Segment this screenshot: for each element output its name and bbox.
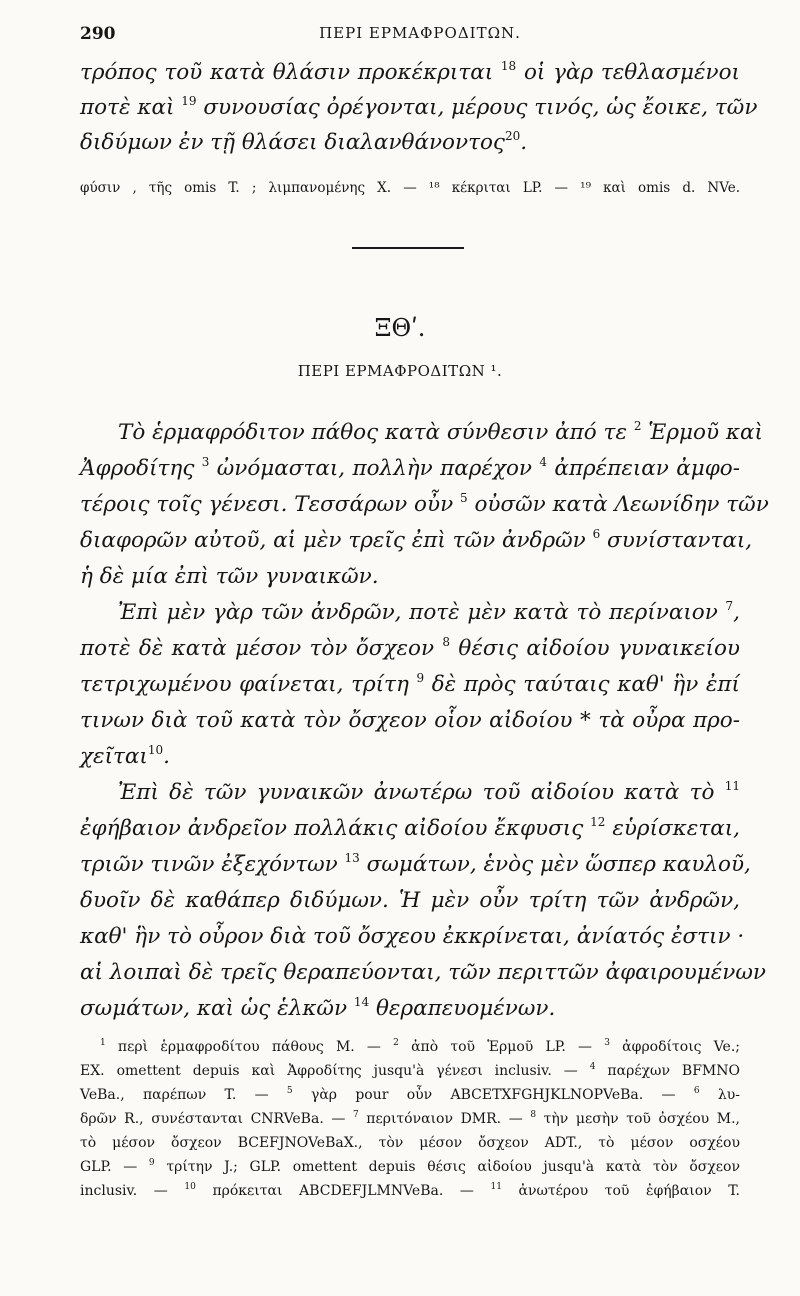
variant-readings: φύσιν , τῆς omis T. ; λιμπανομένης X. — ¹⁸ κέκριται LP. — ¹⁹ καὶ omis d. NVe. bbox=[80, 180, 740, 196]
footnote-line: EX. omettent depuis καὶ Ἀφροδίτης jusqu'à γένεσι inclusiv. — $^4$ παρέχων BFMNO bbox=[80, 1062, 740, 1079]
text-line: διαφορῶν αὐτοῦ, αἱ μὲν τρεῖς ἐπὶ τῶν ἀνδρῶν $^6$ συνίστανται, bbox=[80, 527, 753, 553]
text-line: Τὸ ἑρμαφρόδιτον πάθος κατὰ σύνθεσιν ἀπό τε $^2$ Ἑρμοῦ καὶ bbox=[118, 419, 763, 445]
text-line: ἡ δὲ μία ἐπὶ τῶν γυναικῶν. bbox=[80, 564, 379, 589]
running-title: ΠΕΡΙ ΕΡΜΑΦΡΟΔΙΤΩΝ. bbox=[319, 24, 521, 42]
text-line: τετριχωμένου φαίνεται, τρίτη $^9$ δὲ πρὸς ταύταις καθ' ἣν ἐπί bbox=[80, 671, 740, 697]
footnote-line: δρῶν R., συνέστανται CNRVeBa. — $^7$ περιτόναιον DMR. — $^8$ τὴν μεσὴν τοῦ ὀσχέου M., bbox=[80, 1110, 740, 1127]
text-line: ποτὲ καὶ $^{19}$ συνουσίας ὀρέγονται, μέρους τινός, ὡς ἔοικε, τῶν bbox=[80, 94, 758, 120]
text-line: Ἀφροδίτης $^3$ ὠνόμασται, πολλὴν παρέχον $^4$ ἀπρέπειαν ἀμφο- bbox=[80, 455, 740, 481]
text-line: ἐφήβαιον ἀνδρεῖον πολλάκις αἰδοίου ἔκφυσις $^{12}$ εὑρίσκεται, bbox=[80, 815, 740, 841]
text-line: καθ' ἣν τὸ οὖρον διὰ τοῦ ὄσχεου ἐκκρίνεται, ἀνίατός ἐστιν · bbox=[80, 924, 745, 949]
page-header bbox=[80, 18, 760, 48]
chapter-number: ΞΘʹ. bbox=[374, 314, 426, 342]
text-line: αἱ λοιπαὶ δὲ τρεῖς θεραπεύονται, τῶν περιττῶν ἀφαιρουμένων bbox=[80, 960, 766, 985]
footnote-line: GLP. — $^9$ τρίτην J.; GLP. omettent depuis θέσις αἰδοίου jusqu'à κατὰ τὸν ὄσχεον bbox=[80, 1158, 740, 1175]
text-line: τριῶν τινῶν ἐξεχόντων $^{13}$ σωμάτων, ἑνὸς μὲν ὥσπερ καυλοῦ, bbox=[80, 851, 751, 877]
text-line: τέροις τοῖς γένεσι. Τεσσάρων οὖν $^5$ οὐσῶν κατὰ Λεωνίδην τῶν bbox=[80, 491, 769, 517]
chapter-title: ΠΕΡΙ ΕΡΜΑΦΡΟΔΙΤΩΝ ¹. bbox=[297, 362, 503, 380]
text-line: Ἐπὶ μὲν γὰρ τῶν ἀνδρῶν, ποτὲ μὲν κατὰ τὸ περίναιον $^7$, bbox=[118, 599, 740, 625]
footnote-line: VeBa., παρέπων T. — $^5$ γὰρ pour οὖν ABCETXFGHJKLNOPVeBa. — $^6$ λυ- bbox=[80, 1086, 741, 1103]
text-line: διδύμων ἐν τῇ θλάσει διαλανθάνοντος$^{20}$. bbox=[80, 129, 528, 155]
footnote-line: inclusiv. — $^{10}$ πρόκειται ABCDEFJLMNVeBa. — $^{11}$ ἀνωτέρου τοῦ ἐφήβαιον T. bbox=[80, 1182, 740, 1199]
text-line: τινων διὰ τοῦ κατὰ τὸν ὄσχεον οἷον αἰδοίου * τὰ οὖρα προ- bbox=[80, 708, 740, 733]
section-divider bbox=[352, 247, 464, 249]
page-number: 290 bbox=[80, 24, 116, 44]
footnote-line: $^1$ περὶ ἑρμαφροδίτου πάθους M. — $^2$ ἀπὸ τοῦ Ἑρμοῦ LP. — $^3$ ἀφροδίτοις Ve.; bbox=[100, 1038, 741, 1055]
text-line: σωμάτων, καὶ ὡς ἑλκῶν $^{14}$ θεραπευομένων. bbox=[80, 995, 556, 1021]
footnote-line: τὸ μέσον ὄσχεον BCEFJNOVeBaX., τὸν μέσον ὄσχεον ADT., τὸ μέσον οσχέου bbox=[80, 1135, 740, 1151]
text-line: Ἐπὶ δὲ τῶν γυναικῶν ἀνωτέρω τοῦ αἰδοίου κατὰ τὸ $^{11}$ bbox=[118, 779, 740, 805]
text-line: δυοῖν δὲ καθάπερ διδύμων. Ἡ μὲν οὖν τρίτη τῶν ἀνδρῶν, bbox=[80, 888, 740, 913]
text-line: χεῖται$^{10}$. bbox=[80, 743, 170, 769]
text-line: τρόπος τοῦ κατὰ θλάσιν προκέκριται $^{18}$ οἱ γὰρ τεθλασμένοι bbox=[80, 59, 740, 85]
text-line: ποτὲ δὲ κατὰ μέσον τὸν ὄσχεον $^8$ θέσις αἰδοίου γυναικείου bbox=[80, 635, 740, 661]
